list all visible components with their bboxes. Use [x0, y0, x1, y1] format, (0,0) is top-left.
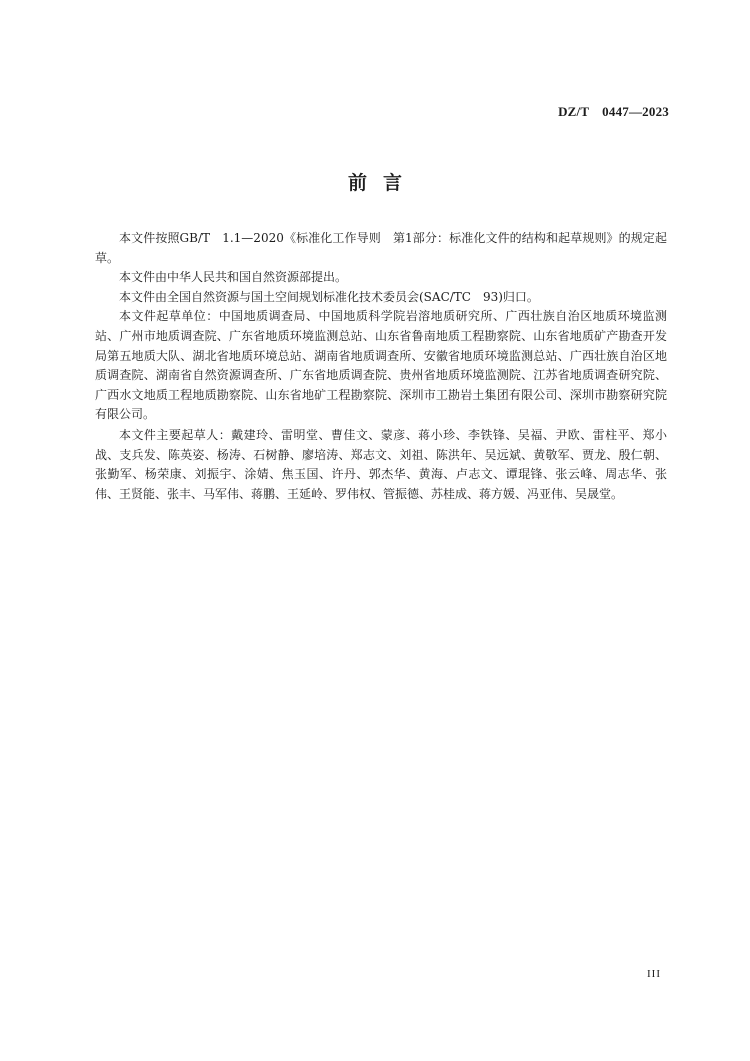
standard-code: DZ/T 0447—2023: [558, 104, 669, 119]
page-title: 前言: [347, 172, 418, 194]
paragraph-drafters: 本文件主要起草人：戴建玲、雷明堂、曹佳文、蒙彦、蒋小珍、李铁锋、吴福、尹欧、雷柱平、郑小战、支兵发、陈英姿、杨涛、石树静、廖培涛、郑志文、刘祖、陈洪年、吴远斌、黄敬军、贾龙、殷仁朝、张勤军、杨荣康、刘振宇、涂婧、焦玉国、许丹、郭杰华、黄海、卢志文、谭琨锋、张云峰、周志华、张伟、王贤能、张丰、马军伟、蒋鹏、王延岭、罗伟权、管振德、苏桂成、蒋方媛、冯亚伟、吴晟堂。: [95, 427, 667, 501]
paragraph-drafting-units: 本文件起草单位：中国地质调查局、中国地质科学院岩溶地质研究所、广西壮族自治区地质环境监测站、广州市地质调查院、广东省地质环境监测总站、山东省鲁南地质工程勘察院、山东省地质矿产勘查开发局第五地质大队、湖北省地质环境总站、湖南省地质调查所、安徽省地质环境监测总站、广西壮族自治区地质调查院、湖南省自然资源调查所、广东省地质调查院、贵州省地质环境监测院、江苏省地质调查研究院、广西水文地质工程地质勘察院、山东省地矿工程勘察院、深圳市工勘岩土集团有限公司、深圳市勘察研究院有限公司。: [95, 309, 667, 422]
paragraph-committee: 本文件由全国自然资源与国土空间规划标准化技术委员会(SAC/TC 93)归口。: [119, 289, 539, 304]
paragraph-drafting-rules: 本文件按照GB/T 1.1—2020《标准化工作导则 第1部分：标准化文件的结构和起草规则》的规定起草。: [95, 231, 667, 265]
paragraph-proposer: 本文件由中华人民共和国自然资源部提出。: [119, 270, 348, 285]
document-body: [95, 229, 667, 504]
page-number: III: [647, 968, 661, 980]
